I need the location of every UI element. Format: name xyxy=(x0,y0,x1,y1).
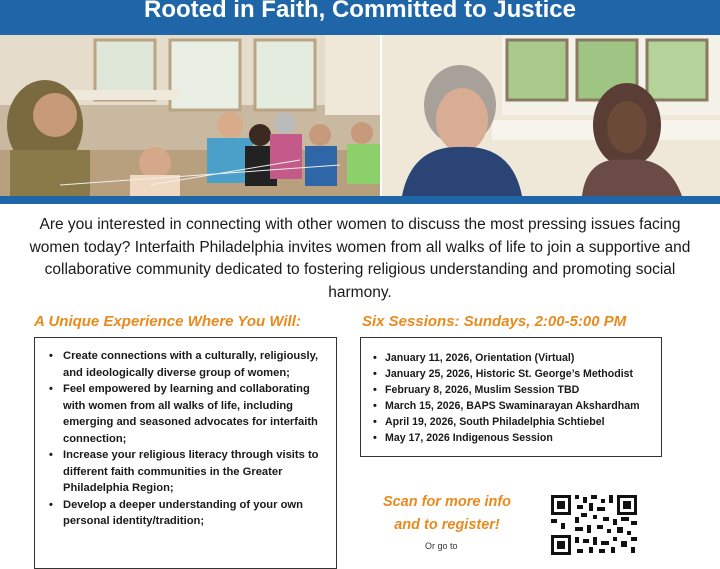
pair-photo xyxy=(382,35,720,196)
page-title: Rooted in Faith, Committed to Justice xyxy=(143,0,576,23)
list-item: • January 25, 2026, Historic St. George’s Methodist xyxy=(371,366,655,382)
group-photo xyxy=(0,35,380,196)
list-item: • Feel empowered by learning and collaborating with women from all walks of life, including emerging and seasoned advocates for interfaith connection; xyxy=(47,381,326,447)
list-item: • January 11, 2026, Orientation (Virtual) xyxy=(371,350,655,366)
experience-box xyxy=(34,337,337,569)
experience-list xyxy=(35,338,336,530)
divider-bar xyxy=(0,196,720,204)
intro-paragraph: Are you interested in connecting with other women to discuss the most pressing issues facing women today? Interfaith Philadelphia invites women from all walks of life to join a supportive and collaborative community dedicated to fostering religious understanding and promoting social harmony. xyxy=(29,216,691,301)
photo-strip xyxy=(0,35,720,196)
sessions-list xyxy=(361,338,661,446)
list-item: • Create connections with a culturally, religiously, and ideologically diverse group of women; xyxy=(47,348,326,381)
experience-heading: A Unique Experience Where You Will: xyxy=(34,313,301,330)
or-go-to-text: Or go to xyxy=(425,541,458,551)
list-item: • Increase your religious literacy through visits to different faith communities in the Greater Philadelphia Region; xyxy=(47,447,326,497)
sessions-box xyxy=(360,337,662,457)
title-banner xyxy=(0,0,720,35)
list-item: • April 19, 2026, South Philadelphia Schtiebel xyxy=(371,414,655,430)
list-item: • May 17, 2026 Indigenous Session xyxy=(371,430,655,446)
list-item: • March 15, 2026, BAPS Swaminarayan Akshardham xyxy=(371,398,655,414)
sessions-heading: Six Sessions: Sundays, 2:00-5:00 PM xyxy=(362,313,627,330)
list-item: • February 8, 2026, Muslim Session TBD xyxy=(371,382,655,398)
list-item: • Develop a deeper understanding of your own personal identity/tradition; xyxy=(47,497,326,530)
scan-to-register-text: Scan for more info and to register! xyxy=(382,494,512,533)
registration-qr-code[interactable] xyxy=(551,495,637,555)
